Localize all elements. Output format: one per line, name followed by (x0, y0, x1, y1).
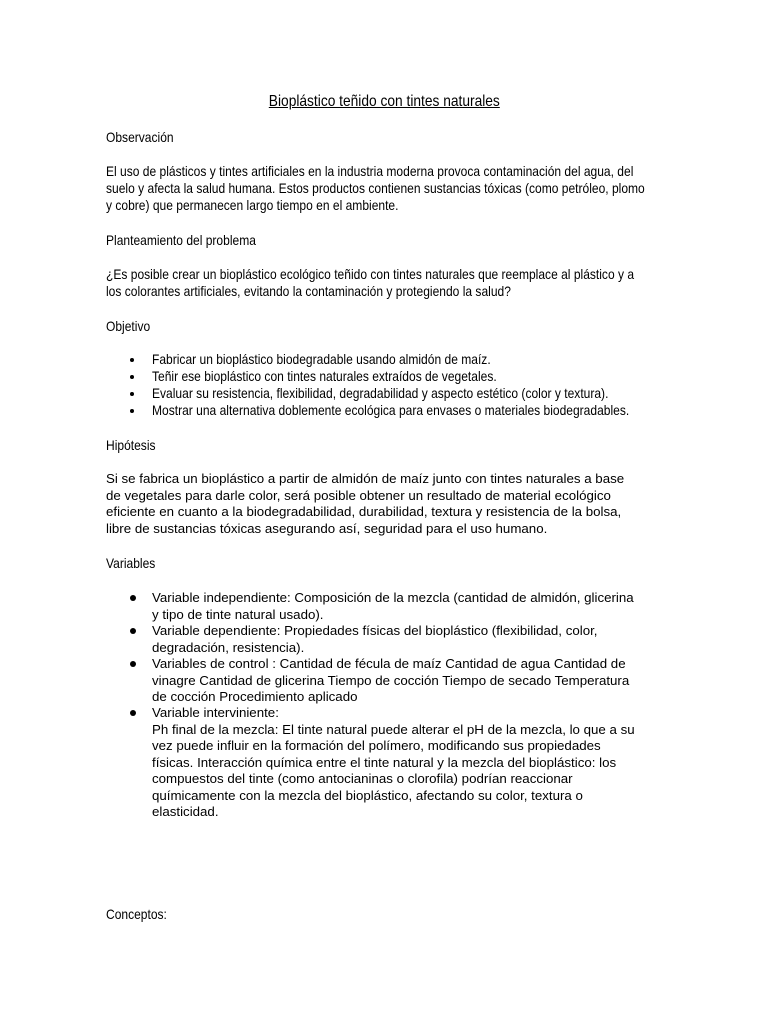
list-item-line: vinagre Cantidad de glicerina Tiempo de cocción Tiempo de secado Temperatura (152, 672, 630, 688)
list-item-line: de cocción Procedimiento aplicado (152, 689, 358, 704)
section-heading-variables: Variables (106, 555, 156, 571)
bullet-icon (130, 661, 136, 667)
bullet-icon (130, 595, 136, 601)
paragraph-line: los colorantes artificiales, evitando la contaminación y protegiendo la salud? (106, 283, 511, 299)
paragraph-line: eficiente en cuanto a la biodegradabilidad, durabilidad, textura y resistencia de la bolsa, (106, 504, 622, 519)
section-heading-planteamiento: Planteamiento del problema (106, 232, 256, 248)
bullet-icon (130, 358, 134, 362)
paragraph-planteamiento (106, 266, 634, 300)
list-item-line: Variable dependiente: Propiedades físicas del bioplástico (flexibilidad, color, (152, 623, 598, 638)
paragraph-line: Si se fabrica un bioplástico a partir de almidón de maíz junto con tintes naturales a base (106, 471, 625, 486)
section-heading-hipotesis: Hipótesis (106, 437, 156, 453)
list-item-text: Teñir ese bioplástico con tintes naturales extraídos de vegetales. (152, 368, 497, 384)
list-item-line: Variable interviniente: (152, 705, 279, 720)
list-item-text: Mostrar una alternativa doblemente ecológica para envases o materiales biodegradables. (152, 402, 630, 418)
list-item-text: Evaluar su resistencia, flexibilidad, degradabilidad y aspecto estético (color y textura). (152, 385, 609, 401)
list-item-line: químicamente con la mezcla del bioplástico, afectando su color, textura o (152, 787, 583, 803)
paragraph-line: y cobre) que permanecen largo tiempo en el ambiente. (106, 197, 399, 213)
list-item-line: Variables de control : Cantidad de fécula de maíz Cantidad de agua Cantidad de (152, 656, 626, 671)
list-item-text: Fabricar un bioplástico biodegradable usando almidón de maíz. (152, 351, 491, 367)
list-item-line: Ph final de la mezcla: El tinte natural puede alterar el pH de la mezcla, lo que a su (152, 721, 635, 737)
paragraph-line: libre de sustancias tóxicas asegurando así, seguridad para el uso humano. (106, 520, 548, 536)
list-item-text (152, 656, 629, 706)
paragraph-line: ¿Es posible crear un bioplástico ecológico teñido con tintes naturales que reemplace al plástico y a (106, 266, 635, 282)
bullet-icon (130, 628, 136, 634)
list-item-text (152, 623, 597, 656)
list-item-line: compuestos del tinte (como antocianinas o clorofila) podrían reaccionar (152, 771, 573, 786)
bullet-icon (130, 392, 134, 396)
section-heading-conceptos: Conceptos: (106, 906, 167, 922)
paragraph-observacion (106, 163, 645, 214)
document-title: Bioplástico teñido con tintes naturales (268, 93, 500, 110)
section-heading-objetivo: Objetivo (106, 318, 151, 334)
paragraph-line: El uso de plásticos y tintes artificiales en la industria moderna provoca contaminación del agua, del (106, 163, 634, 179)
list-item-line: y tipo de tinte natural usado). (152, 606, 324, 622)
bullet-icon (130, 710, 136, 716)
list-item-line: elasticidad. (152, 804, 219, 819)
bullet-icon (130, 409, 134, 413)
paragraph-hipotesis (106, 471, 624, 537)
paragraph-line: suelo y afecta la salud humana. Estos productos contienen sustancias tóxicas (como petróleo, plomo (106, 180, 645, 196)
paragraph-line: de vegetales para darle color, será posible obtener un resultado de material ecológico (106, 487, 611, 503)
list-item-line: físicas. Interacción química entre el tinte natural y la mezcla del bioplástico: los (152, 754, 617, 770)
list-item-text (152, 590, 634, 623)
bullet-icon (130, 375, 134, 379)
list-item-text (152, 705, 635, 821)
section-heading-observacion: Observación (106, 129, 174, 145)
list-item-line: vez puede influir en la formación del polímero, modificando sus propiedades (152, 738, 601, 753)
list-item-line: degradación, resistencia). (152, 639, 305, 655)
list-item-line: Variable independiente: Composición de la mezcla (cantidad de almidón, glicerina (152, 590, 634, 605)
